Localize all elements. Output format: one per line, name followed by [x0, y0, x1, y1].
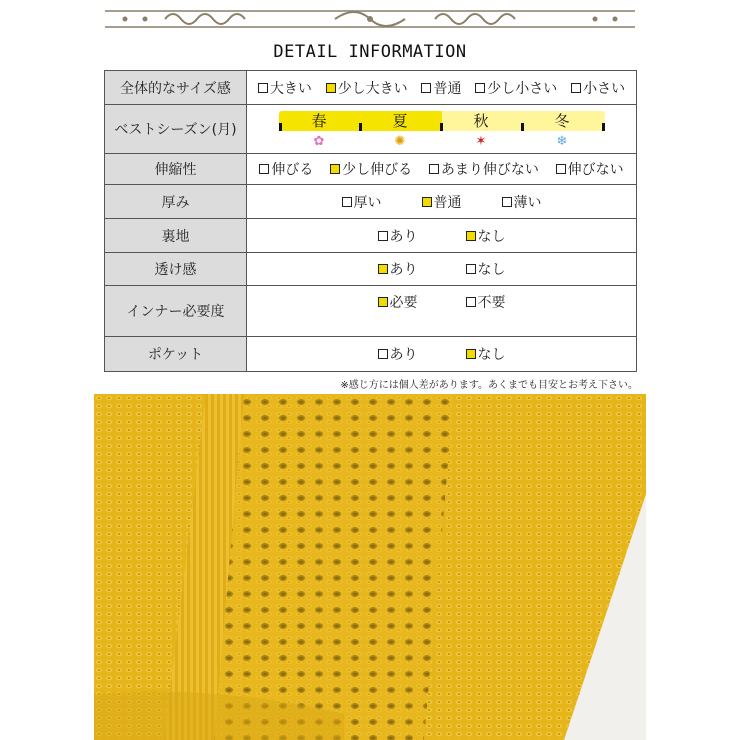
option-group	[247, 259, 636, 279]
season-spring: 春	[311, 112, 327, 130]
row-label: インナー必要度	[105, 286, 247, 337]
option: 少し大きい	[326, 78, 408, 98]
snowflake-icon: ❄	[556, 134, 568, 149]
flower-icon: ✿	[313, 134, 325, 149]
row-label: ポケット	[105, 337, 247, 372]
checkbox-icon	[466, 231, 476, 241]
season-autumn: 秋	[473, 112, 489, 130]
option: なし	[466, 259, 506, 279]
option: 必要	[378, 292, 418, 312]
checkbox-icon	[475, 83, 485, 93]
checkbox-icon	[342, 197, 352, 207]
checkbox-icon	[556, 164, 566, 174]
checkbox-icon	[330, 164, 340, 174]
checkbox-icon	[259, 164, 269, 174]
checkbox-icon	[258, 83, 268, 93]
row-label: 透け感	[105, 253, 247, 286]
row-label: 全体的なサイズ感	[105, 71, 247, 105]
row-label: ベストシーズン(月)	[105, 105, 247, 154]
checkbox-icon	[429, 164, 439, 174]
table-row	[105, 185, 637, 219]
option: 厚い	[342, 192, 382, 212]
option: 不要	[466, 292, 506, 312]
row-label: 伸縮性	[105, 154, 247, 185]
option-group	[247, 344, 636, 364]
checkbox-icon	[466, 264, 476, 274]
option: あり	[378, 344, 418, 364]
option: 普通	[421, 78, 461, 98]
option-group	[247, 292, 636, 312]
option: なし	[466, 226, 506, 246]
spec-table	[104, 70, 637, 372]
season-divider	[440, 123, 443, 131]
table-row	[105, 286, 637, 337]
maple-leaf-icon: ✶	[475, 134, 487, 149]
checkbox-icon	[378, 231, 388, 241]
option: あり	[378, 226, 418, 246]
option: 小さい	[571, 78, 625, 98]
checkbox-icon	[326, 83, 336, 93]
product-knit-closeup-photo	[94, 394, 646, 740]
season-divider	[359, 123, 362, 131]
checkbox-icon	[466, 297, 476, 307]
season-divider	[602, 123, 605, 131]
checkbox-icon	[378, 264, 388, 274]
option: 伸びない	[556, 159, 624, 179]
table-row	[105, 219, 637, 253]
option-group	[247, 159, 636, 179]
checkbox-icon	[378, 297, 388, 307]
table-row	[105, 337, 637, 372]
season-divider	[521, 123, 524, 131]
option: 伸びる	[259, 159, 313, 179]
table-row	[105, 105, 637, 154]
season-summer: 夏	[392, 112, 408, 130]
option: 薄い	[502, 192, 542, 212]
option: なし	[466, 344, 506, 364]
disclaimer-note: ※感じ方には個人差があります。あくまでも目安とお考え下さい。	[340, 380, 638, 391]
option-group	[247, 192, 636, 212]
option: 少し伸びる	[330, 159, 412, 179]
option: 少し小さい	[475, 78, 557, 98]
table-row	[105, 154, 637, 185]
option: あり	[378, 259, 418, 279]
checkbox-icon	[422, 197, 432, 207]
option-group	[247, 226, 636, 246]
option: 普通	[422, 192, 462, 212]
season-winter: 冬	[554, 112, 570, 130]
checkbox-icon	[571, 83, 581, 93]
option: あまり伸びない	[429, 159, 539, 179]
checkbox-icon	[502, 197, 512, 207]
option-group	[247, 78, 636, 98]
page-title: DETAIL INFORMATION	[273, 42, 467, 62]
checkbox-icon	[421, 83, 431, 93]
sunflower-icon: ✺	[394, 134, 406, 149]
table-row	[105, 253, 637, 286]
row-label: 厚み	[105, 185, 247, 219]
option: 大きい	[258, 78, 312, 98]
season-scale	[247, 105, 636, 153]
checkbox-icon	[378, 349, 388, 359]
season-divider	[279, 123, 282, 131]
ornamental-border	[105, 6, 635, 32]
checkbox-icon	[466, 349, 476, 359]
table-row	[105, 71, 637, 105]
row-label: 裏地	[105, 219, 247, 253]
